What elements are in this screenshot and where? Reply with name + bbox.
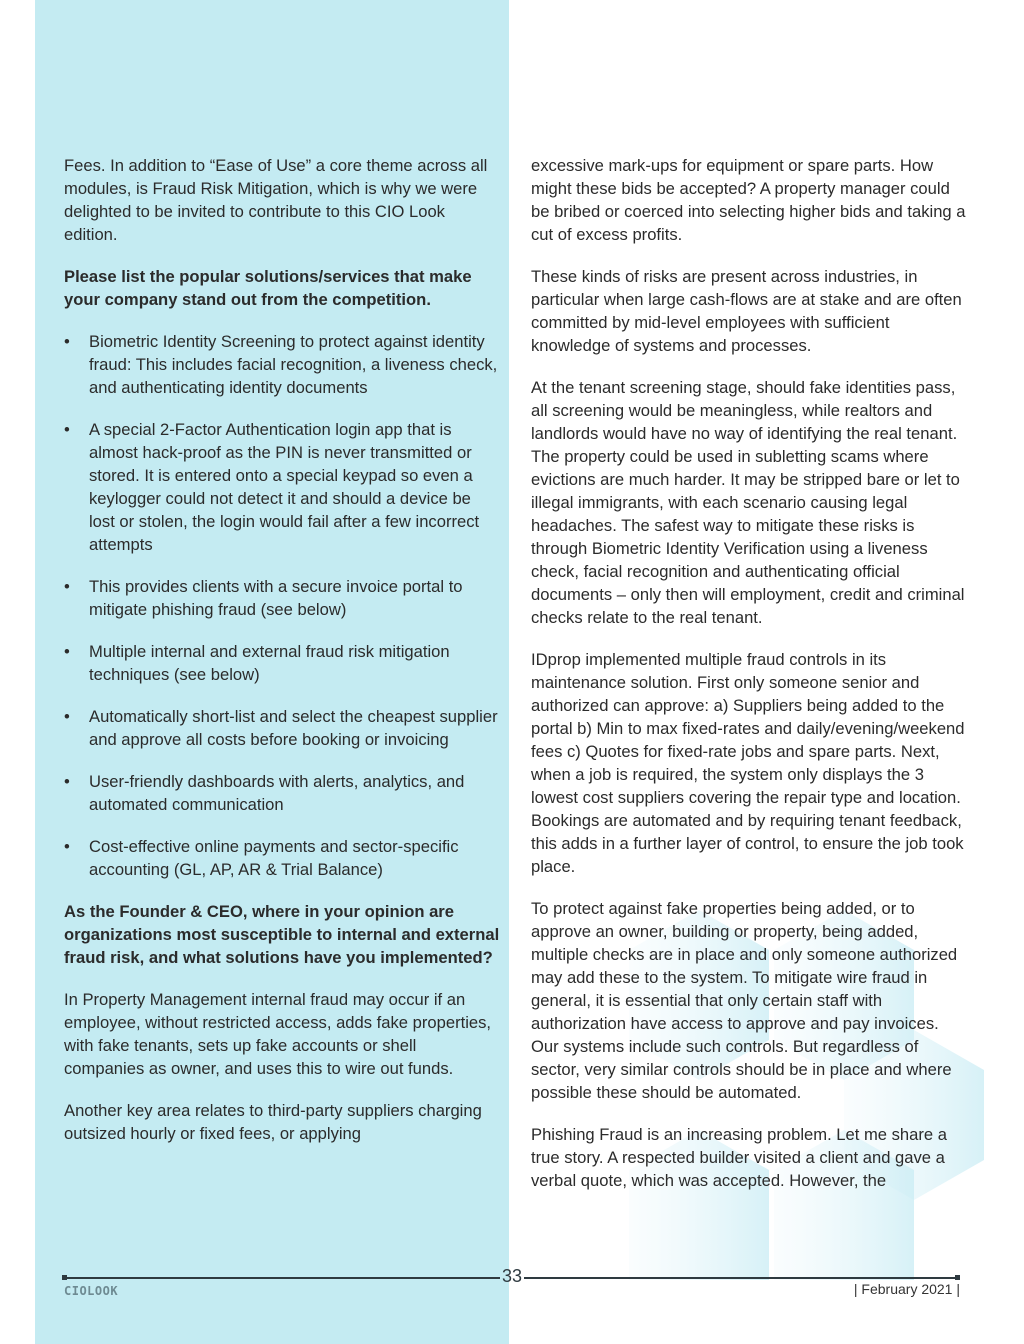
body-paragraph: excessive mark-ups for equipment or spare parts. How might these bids be accepted? A property manager could be bribed or coerced into selecting higher bids and taking a cut of excess profits.	[531, 156, 966, 244]
answer-paragraph: Another key area relates to third-party suppliers charging outsized hourly or fixed fees, or applying	[64, 1101, 482, 1143]
list-item-text: A special 2-Factor Authentication login app that is almost hack-proof as the PIN is never transmitted or stored. It is entered onto a special keypad so even a keylogger could not detect it and should a device be lost or stolen, the login would fail after a few incorrect attempts	[89, 420, 480, 554]
list-item	[64, 640, 500, 686]
interview-question-1: Please list the popular solutions/services that make your company stand out from the competition.	[64, 267, 472, 309]
intro-paragraph: Fees. In addition to “Ease of Use” a core theme across all modules, is Fraud Risk Mitigation, which is why we were delighted to be invited to contribute to this CIO Look edition.	[64, 156, 488, 244]
list-item	[64, 418, 500, 556]
bullet-icon: •	[64, 837, 70, 856]
brand-logo: CIOLOOK	[64, 1284, 119, 1298]
bullet-icon: •	[64, 772, 70, 791]
bullet-icon: •	[64, 420, 70, 439]
body-paragraph: Phishing Fraud is an increasing problem. Let me share a true story. A respected builder visited a client and gave a verbal quote, which was accepted. However, the	[531, 1125, 947, 1190]
interview-question-2: As the Founder & CEO, where in your opinion are organizations most susceptible to internal and external fraud risk, and what solutions have you implemented?	[64, 902, 500, 967]
left-column	[64, 154, 500, 1164]
page-number: 33	[501, 1266, 523, 1286]
list-item	[64, 770, 500, 816]
bullet-icon: •	[64, 707, 70, 726]
list-item-text: Multiple internal and external fraud risk mitigation techniques (see below)	[89, 642, 450, 684]
right-column	[531, 154, 967, 1211]
answer-paragraph: In Property Management internal fraud may occur if an employee, without restricted access, adds fake properties, with fake tenants, sets up fake accounts or shell companies as owner, and uses this to wire out funds.	[64, 990, 492, 1078]
list-item-text: Automatically short-list and select the cheapest supplier and approve all costs before booking or invoicing	[89, 707, 498, 749]
list-item	[64, 575, 500, 621]
bullet-icon: •	[64, 332, 70, 351]
list-item-text: This provides clients with a secure invoice portal to mitigate phishing fraud (see below)	[89, 577, 463, 619]
list-item	[64, 705, 500, 751]
list-item-text: User-friendly dashboards with alerts, analytics, and automated communication	[89, 772, 465, 814]
bullet-icon: •	[64, 642, 70, 661]
list-item	[64, 835, 500, 881]
bullet-icon: •	[64, 577, 70, 596]
body-paragraph: At the tenant screening stage, should fake identities pass, all screening would be meaningless, while realtors and landlords would have no way of identifying the real tenant. The property could be used in subletting scams where evictions are much harder. It may be stripped bare or let to illegal immigrants, with each scenario causing legal headaches. The safest way to mitigate these risks is through Biometric Identity Verification using a liveness check, facial recognition and authenticating official documents – only then will employment, credit and criminal checks relate to the real tenant.	[531, 378, 965, 627]
list-item-text: Biometric Identity Screening to protect against identity fraud: This includes facial recognition, a liveness check, and authenticating identity documents	[89, 332, 498, 397]
body-paragraph: IDprop implemented multiple fraud controls in its maintenance solution. First only someone senior and authorized can approve: a) Suppliers being added to the portal b) Min to max fixed-rates and daily/evening/weekend fees c) Quotes for fixed-rate jobs and spare parts. Next, when a job is required, the system only displays the 3 lowest cost suppliers covering the repair type and location. Bookings are automated and by requiring tenant feedback, this adds in a further layer of control, to ensure the job took place.	[531, 650, 965, 876]
issue-date: | February 2021 |	[853, 1281, 960, 1297]
footer-rule-left	[64, 1277, 500, 1279]
body-paragraph: These kinds of risks are present across industries, in particular when large cash-flows are at stake and are often committed by mid-level employees with sufficient knowledge of systems and processes.	[531, 267, 962, 355]
solutions-list	[64, 330, 500, 881]
list-item	[64, 330, 500, 399]
list-item-text: Cost-effective online payments and sector-specific accounting (GL, AP, AR & Trial Balance)	[89, 837, 459, 879]
body-paragraph: To protect against fake properties being added, or to approve an owner, building or property, being added, multiple checks are in place and only someone authorized may add these to the system. To mitigate wire fraud in general, it is essential that only certain staff with authorization have access to approve and pay invoices. Our systems include such controls. But regardless of sector, very similar controls should be in place and where possible these should be automated.	[531, 899, 958, 1102]
footer-rule-right	[524, 1277, 958, 1279]
footer-rule-end-marker	[955, 1275, 960, 1280]
